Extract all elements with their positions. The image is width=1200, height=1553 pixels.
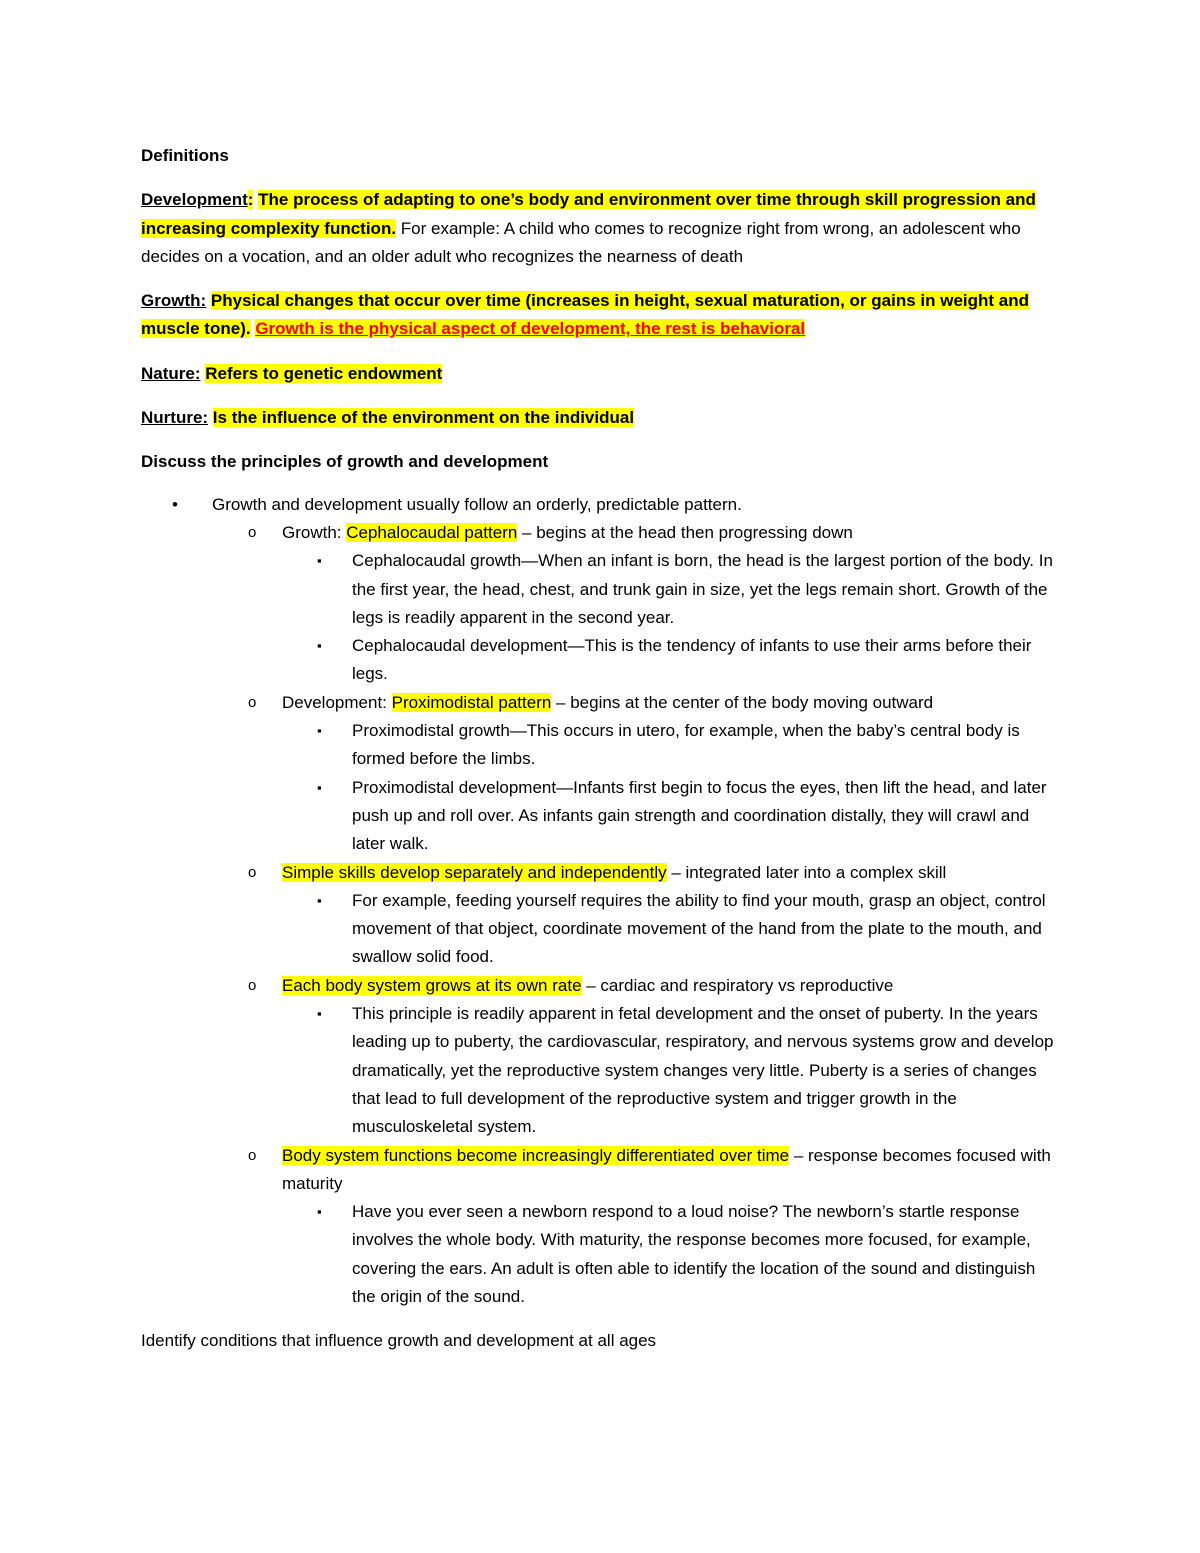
heading-conditions: Identify conditions that influence growth and development at all ages — [141, 1331, 657, 1351]
bullet-icon: • — [172, 494, 178, 514]
definition-development — [141, 186, 1061, 271]
definition-text: Is the influence of the environment on the individual — [212, 408, 635, 428]
item-prefix: Growth: — [282, 522, 347, 542]
highlighted-term: Each body system grows at its own rate — [282, 975, 582, 995]
term-nature: Nature: — [141, 363, 201, 383]
definition-nurture — [141, 404, 1061, 432]
item-prefix: Development: — [282, 692, 392, 712]
circle-bullet-icon: o — [248, 1146, 257, 1164]
sub-sub-list — [141, 1000, 1061, 1141]
definition-text: Physical changes that occur over time (increases in height, sexual maturation, or gains in weight and muscle tone). — [141, 291, 1029, 339]
square-bullet-icon: ▪ — [317, 723, 322, 739]
item-text: Have you ever seen a newborn respond to a loud noise? The newborn’s startle response involves the whole body. With maturity, the response becomes more focused, for example, covering the ears. An adult is often able to identify the location of the sound and distinguish the origin of the sound. — [352, 1202, 1036, 1306]
sub-sub-list — [141, 547, 1061, 688]
item-text: Cephalocaudal growth—When an infant is born, the head is the largest portion of the body. In the first year, the head, chest, and trunk gain in size, yet the legs remain short. Growth of the legs is readily apparent in the second year. — [352, 551, 1053, 627]
square-bullet-icon: ▪ — [317, 1006, 322, 1022]
square-bullet-icon: ▪ — [317, 892, 322, 908]
definition-nature — [141, 360, 1061, 388]
growth-note: Growth is the physical aspect of development, the rest is behavioral — [255, 319, 806, 339]
sub-sub-list-container — [141, 547, 1061, 688]
square-bullet-icon: ▪ — [317, 638, 322, 654]
item-text: Proximodistal development—Infants first begin to focus the eyes, then lift the head, and later push up and roll over. As infants gain strength and coordination distally, they will crawl and later walk. — [352, 777, 1047, 854]
principles-list — [141, 491, 1061, 1312]
heading-principles: Discuss the principles of growth and development — [141, 452, 549, 472]
highlighted-term: Body system functions become increasingly differentiated over time — [282, 1145, 790, 1165]
term-growth: Growth: — [141, 291, 207, 311]
sub-list — [141, 519, 1061, 1311]
sub-list-container — [141, 519, 1061, 1311]
list-item — [141, 1142, 1061, 1199]
item-text: Proximodistal growth—This occurs in utero, for example, when the baby’s central body is formed before the limbs. — [352, 721, 1020, 769]
list-item — [141, 547, 1061, 632]
list-item — [141, 1198, 1061, 1311]
principle-main: Growth and development usually follow an orderly, predictable pattern. — [212, 494, 742, 514]
heading-definitions: Definitions — [141, 146, 229, 165]
list-item — [141, 519, 1061, 547]
definition-text: Refers to genetic endowment — [205, 363, 443, 383]
sub-sub-list-container — [141, 1000, 1061, 1141]
item-text: This principle is readily apparent in fetal development and the onset of puberty. In the years leading up to puberty, the cardiovascular, respiratory, and nervous systems grow and develop dramatically, yet the reproductive system changes very little. Puberty is a series of changes that lead to full development of the reproductive system and trigger growth in the musculoskeletal system. — [352, 1004, 1054, 1137]
highlighted-term: Simple skills develop separately and independently — [282, 862, 667, 882]
highlighted-term: Proximodistal pattern — [391, 692, 552, 712]
list-item — [141, 1000, 1061, 1141]
circle-bullet-icon: o — [248, 863, 257, 881]
sub-sub-list — [141, 717, 1061, 858]
item-rest: – cardiac and respiratory vs reproductive — [581, 975, 894, 995]
sub-sub-list — [141, 887, 1061, 972]
list-item — [141, 972, 1061, 1000]
item-text: Cephalocaudal development—This is the tendency of infants to use their arms before their legs. — [352, 636, 1032, 684]
list-item — [141, 859, 1061, 887]
item-rest: – begins at the head then progressing down — [517, 522, 853, 542]
list-item — [141, 887, 1061, 972]
list-item — [141, 774, 1061, 859]
colon: : — [247, 190, 254, 210]
circle-bullet-icon: o — [248, 976, 257, 994]
square-bullet-icon: ▪ — [317, 553, 322, 569]
example-text: For example: A child who comes to recognize right from wrong, an adolescent who decides on a vocation, and an older adult who recognizes the nearness of death — [141, 218, 1021, 266]
sub-sub-list-container — [141, 1198, 1061, 1311]
square-bullet-icon: ▪ — [317, 1204, 322, 1220]
circle-bullet-icon: o — [248, 693, 257, 711]
sub-sub-list — [141, 1198, 1061, 1311]
list-item — [141, 689, 1061, 717]
item-text: For example, feeding yourself requires the ability to find your mouth, grasp an object, control movement of that object, coordinate movement of the hand from the plate to the mouth, and swallow solid food. — [352, 890, 1046, 967]
list-item — [141, 717, 1061, 774]
term-development: Development — [141, 190, 248, 210]
sub-sub-list-container — [141, 887, 1061, 972]
item-rest: – response becomes focused with maturity — [282, 1145, 1051, 1193]
list-item — [141, 632, 1061, 689]
term-nurture: Nurture: — [141, 408, 209, 428]
definition-text: The process of adapting to one’s body and environment over time through skill progression and increasing complexity function. — [141, 190, 1036, 238]
document-page — [141, 142, 1061, 1356]
item-rest: – integrated later into a complex skill — [666, 862, 947, 882]
highlighted-term: Cephalocaudal pattern — [346, 522, 518, 542]
sub-sub-list-container — [141, 717, 1061, 858]
item-rest: – begins at the center of the body moving outward — [551, 692, 934, 712]
definition-growth — [141, 287, 1061, 344]
circle-bullet-icon: o — [248, 523, 257, 541]
list-item — [141, 491, 1061, 519]
square-bullet-icon: ▪ — [317, 779, 322, 795]
